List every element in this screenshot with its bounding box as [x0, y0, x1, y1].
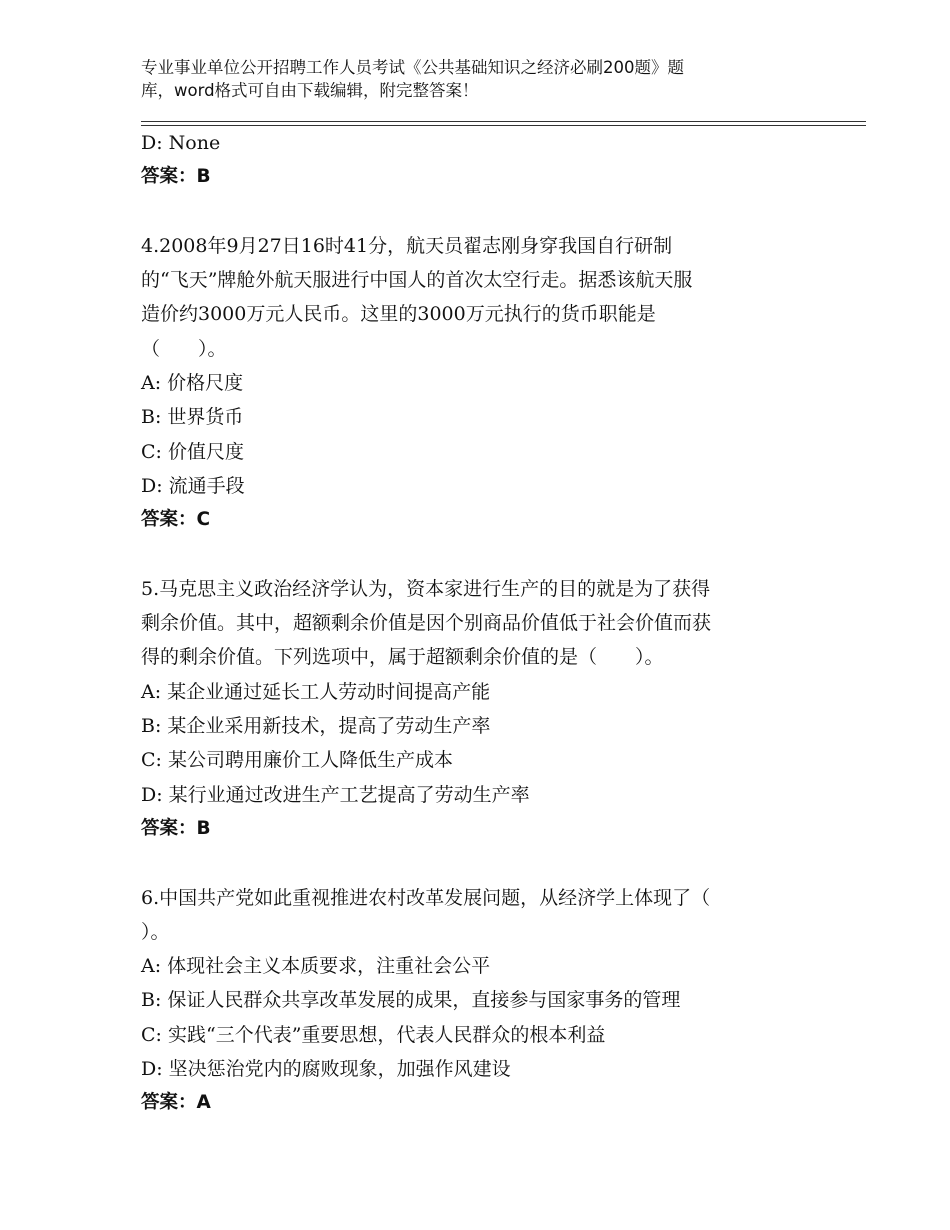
question-text-line: 5.马克思主义政治经济学认为，资本家进行生产的目的就是为了获得	[141, 577, 711, 600]
answer: 答案：C	[141, 509, 211, 531]
option-a: A: 某企业通过延长工人劳动时间提高产能	[141, 680, 491, 703]
option-d: D: 流通手段	[141, 474, 245, 497]
question-block-5	[141, 572, 801, 846]
question-text-line: 造价约3000万元人民币。这里的3000万元执行的货币职能是	[141, 303, 656, 326]
option-c: C: 价值尺度	[141, 440, 244, 463]
option-b: B: 保证人民群众共享改革发展的成果，直接参与国家事务的管理	[141, 989, 681, 1012]
option-c: C: 实践“三个代表”重要思想，代表人民群众的根本利益	[141, 1023, 606, 1046]
option-a: A: 体现社会主义本质要求，注重社会公平	[141, 955, 491, 978]
question-text-line: （ ）。	[141, 337, 227, 360]
question-text-line: ）。	[141, 920, 170, 943]
question-text-line: 的“飞天”牌舱外航天服进行中国人的首次太空行走。据悉该航天服	[141, 269, 693, 292]
option-b: B: 某企业采用新技术，提高了劳动生产率	[141, 715, 491, 738]
option-d: D: 某行业通过改进生产工艺提高了劳动生产率	[141, 783, 530, 806]
answer: 答案：B	[141, 817, 211, 839]
question-block-6	[141, 881, 801, 1121]
question-text-line: 6.中国共产党如此重视推进农村改革发展问题，从经济学上体现了（	[141, 886, 711, 909]
option-b: B: 世界货币	[141, 406, 244, 429]
document-header	[141, 56, 781, 102]
option-d: D: 坚决惩治党内的腐败现象，加强作风建设	[141, 1058, 511, 1081]
question-text-line: 剩余价值。其中，超额剩余价值是因个别商品价值低于社会价值而获	[141, 612, 712, 635]
answer: 答案：B	[141, 166, 211, 188]
option-a: A: 价格尺度	[141, 372, 244, 395]
answer: 答案：A	[141, 1092, 211, 1114]
question-text-line: 4.2008年9月27日16时41分，航天员翟志刚身穿我国自行研制	[141, 234, 673, 257]
spacer	[141, 195, 801, 229]
document-body	[141, 126, 801, 1121]
header-line-1: 专业事业单位公开招聘工作人员考试《公共基础知识之经济必刷200题》题	[141, 58, 684, 77]
question-text-line: 得的剩余价值。下列选项中，属于超额剩余价值的是（ ）。	[141, 646, 664, 669]
question-block-4	[141, 229, 801, 538]
option-c: C: 某公司聘用廉价工人降低生产成本	[141, 749, 453, 772]
spacer	[141, 846, 801, 880]
spacer	[141, 538, 801, 572]
header-line-2: 库，word格式可自由下载编辑，附完整答案！	[141, 81, 479, 100]
option-d: D: None	[141, 132, 221, 154]
